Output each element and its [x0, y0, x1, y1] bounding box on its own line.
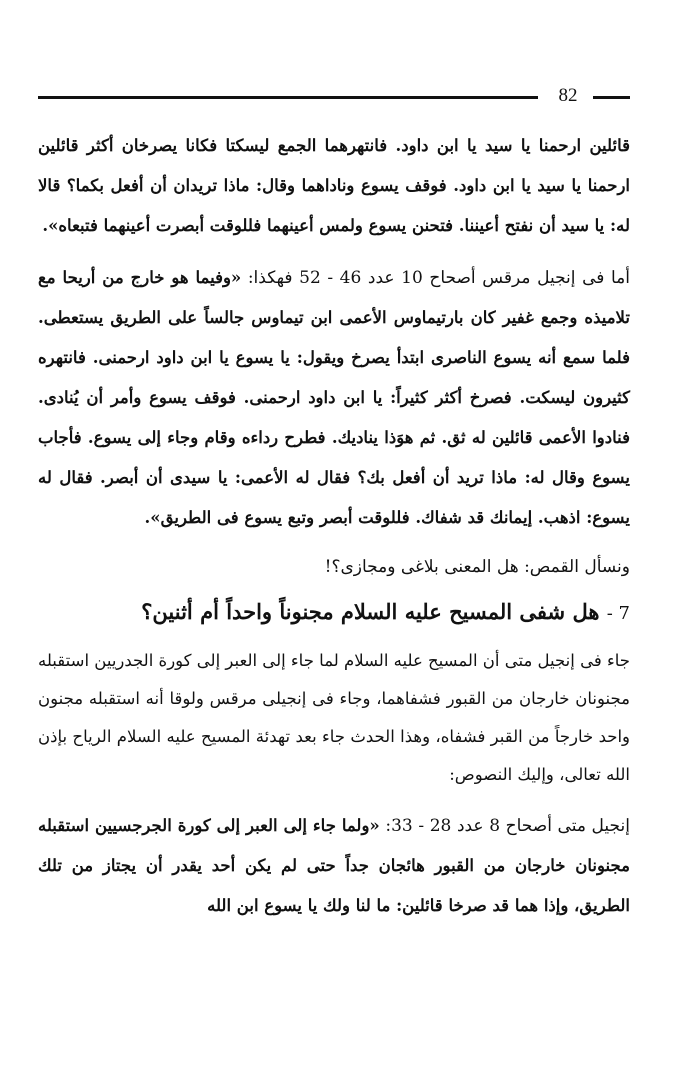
- question-to-priest: ونسأل القمص: هل المعنى بلاغى ومجازى؟!: [324, 557, 630, 577]
- section-heading: [38, 594, 630, 632]
- mark-reference-intro: أما فى إنجيل مرقس أصحاح 10 عدد 46 - 52 فهكذا:: [241, 268, 630, 288]
- section-title: هل شفى المسيح عليه السلام مجنوناً واحداً أم أثنين؟: [141, 599, 600, 624]
- mark-quote-text: «وفيما هو خارج من أريحا مع تلاميذه وجمع غفير كان بارتيماوس الأعمى ابن تيماوس جالساً على الطريق يستعطى. فلما سمع أنه يسوع الناصرى ابتدأ يصرخ ويقول: يا يسوع يا ابن داود ارحمنى. فانتهره كثيرون ليسكت. فصرخ أكثر كثيراً: يا ابن داود ارحمنى. فوقف يسوع وأمر أن يُنادى. فنادوا الأعمى قائلين له ثق. ثم هوَذا يناديك. فطرح رداءه وقام وجاء إلى يسوع. فأجاب يسوع وقال له: ماذا تريد أن أفعل بك؟ فقال له الأعمى: يا سيدى أن أبصر. فقال له يسوع: اذهب. إيمانك قد شفاك. فللوقت أبصر وتبع يسوع فى الطريق».: [38, 268, 630, 527]
- paragraph-mark-quote: [38, 258, 630, 538]
- header-rule-short: [593, 96, 630, 99]
- book-page: [38, 86, 630, 1046]
- paragraph-quote-matthew-end: قائلين ارحمنا يا سيد يا ابن داود. فانتهرهما الجمع ليسكتا فكانا يصرخان أكثر قائلين ارحمنا يا سيد يا ابن داود. فوقف يسوع وناداهما وقال: ماذا تريدان أن أفعل بكما؟ قالا له: يا سيد أن نفتح أعيننا. فتحنن يسوع ولمس أعينهما فللوقت أبصرت أعينهما فتبعاه».: [38, 136, 630, 235]
- matthew-quote-text: «ولما جاء إلى العبر إلى كورة الجرجسيين استقبله مجنونان خارجان من القبور هائجان جداً حتى لم يكن أحد يقدر أن يجتاز من تلك الطريق، وإذا هما قد صرخا قائلين: ما لنا ولك يا يسوع ابن الله: [38, 816, 630, 915]
- page-body: [38, 126, 630, 926]
- page-number: 82: [558, 85, 578, 106]
- header-rule: [38, 96, 538, 99]
- page-header: [38, 86, 630, 112]
- section-number: 7 -: [606, 603, 630, 624]
- matthew-reference-intro: إنجيل متى أصحاح 8 عدد 28 - 33:: [379, 816, 630, 836]
- paragraph-demoniacs-intro: جاء فى إنجيل متى أن المسيح عليه السلام لما جاء إلى العبر إلى كورة الجدريين استقبله مجنونان خارجان من القبور فشفاهما، وجاء فى إنجيلى مرقس ولوقا أنه استقبله مجنون واحد خارجاً من القبر فشفاه، وهذا الحدث جاء بعد تهدئة المسيح عليه السلام الرياح بإذن الله تعالى، وإليك النصوص:: [38, 651, 630, 784]
- paragraph-matthew-quote: [38, 806, 630, 926]
